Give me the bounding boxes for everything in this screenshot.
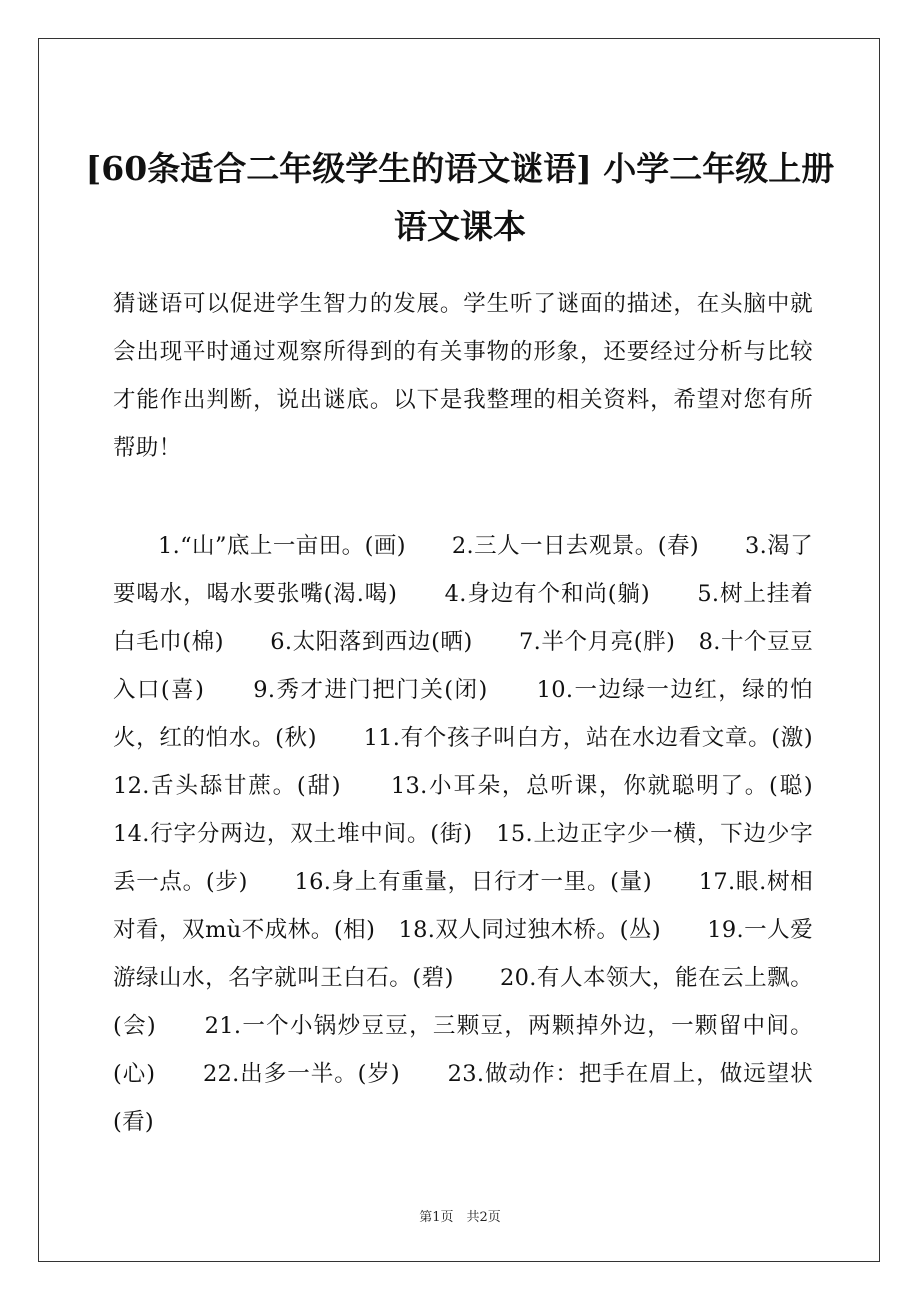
riddles-paragraph: 1.“山”底上一亩田。(画) 2.三人一日去观景。(春) 3.渴了要喝水，喝水要张嘴(渴.喝) 4.身边有个和尚(躺) 5.树上挂着白毛巾(棉) 6.太阳落到西边(晒) 7.半个月亮(胖) 8.十个豆豆入口(喜) 9.秀才进门把门关(闭) 10.一边绿一边红，绿的怕火，红的怕水。(秋) 11.有个孩子叫白方，站在水边看文章。(激) 12.舌头舔甘蔗。(甜) 13.小耳朵，总听课，你就聪明了。(聪) 14.行字分两边，双土堆中间。(街) 15.上边正字少一横，下边少字丢一点。(步) 16.身上有重量，日行才一里。(量) 17.眼.树相对看，双mù不成林。(相) 18.双人同过独木桥。(丛) 19.一人爱游绿山水，名字就叫王白石。(碧) 20.有人本领大，能在云上飘。(会) 21.一个小锅炒豆豆，三颗豆，两颗掉外边，一颗留中间。(心) 22.出多一半。(岁) 23.做动作：把手在眉上，做远望状(看): [113, 533, 859, 1135]
page-footer: 第1页 共2页: [419, 1210, 501, 1225]
intro-paragraph: 猜谜语可以促进学生智力的发展。学生听了谜面的描述，在头脑中就会出现平时通过观察所得到的有关事物的形象，还要经过分析与比较才能作出判断，说出谜底。以下是我整理的相关资料，希望对您有所帮助！: [113, 291, 813, 461]
document-title: [60条适合二年级学生的语文谜语] 小学二年级上册语文课本: [85, 149, 835, 246]
